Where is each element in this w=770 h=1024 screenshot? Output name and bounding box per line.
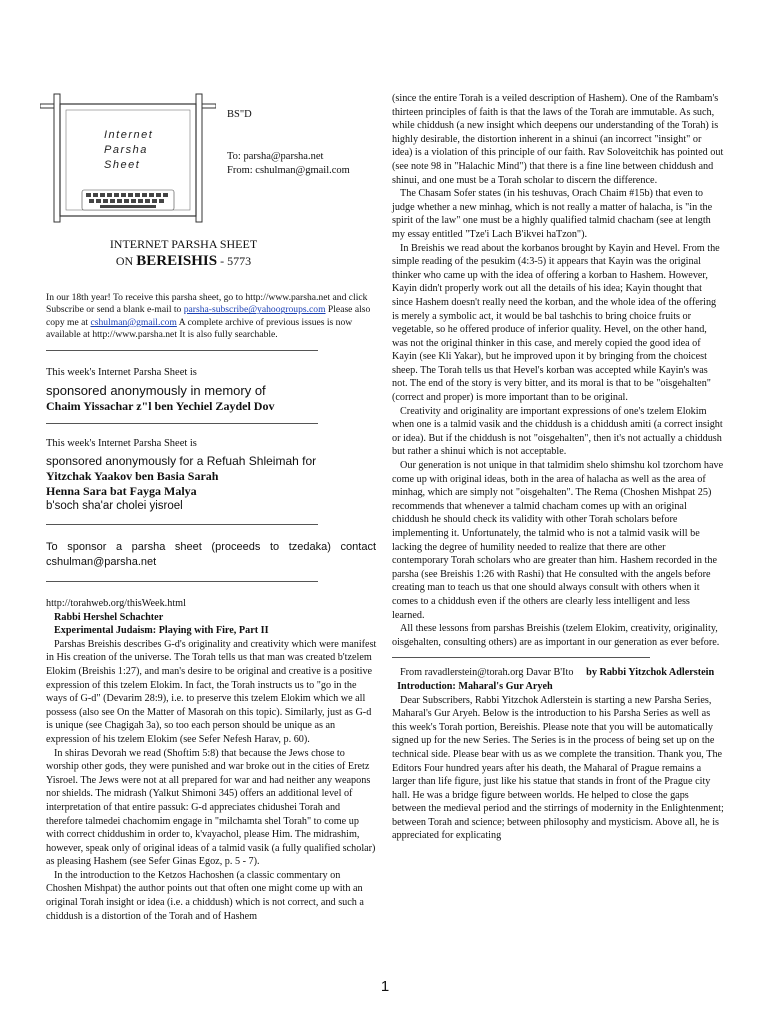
intro-text-3: A complete archive of previous issues is now available at http://www.parsha.net It is also fully searchable.	[46, 316, 353, 341]
sponsor-block-2	[46, 437, 378, 514]
sponsor2-line5: b'soch sha'ar cholei yisroel	[46, 499, 183, 512]
parsha-title-on: ON	[115, 254, 134, 268]
divider	[46, 524, 318, 525]
article1-para1: Parshas Breishis describes G-d's originality and creativity which were manifest in His creation of the universe. The Torah tells us that man was created b'tzelem Elokim (Breishis 1:27), and man's desire to be original and creative is a positive expression of this tzelem Elokim. In fact, the Torah instructs us to "go in the ways of G-d" (Devarim 28:9), i.e. to preserve this tzelem Elokim which we all possess (also see On the Matter of Masorah on this topic). Similarly, just as G-d is unique (see Chagigah 3a), so too each person should be unique as an expression of his tzelem Elokim (see Sefer Nefesh Harav, p. 60).	[46, 638, 377, 745]
parsha-title	[46, 253, 321, 270]
sponsor2-line2: sponsored anonymously for a Refuah Shleimah for	[46, 453, 317, 468]
divider	[46, 423, 318, 424]
article1-para2: In shiras Devorah we read (Shoftim 5:8) that because the Jews chose to worship other gods, they were punished and war broke out in the cities of Eretz Yisroel. The Jews were not at all prepared for war and had neither any weapons nor shields. The midrash (Yalkut Shimoni 345) offers an additional level of interpretation of that entire passuk: G-d appreciates chidushei Torah and therefore talmedei chachomim engage in "milchamta shel Torah" to come up with correct chiddushim in order to, k'vayachol, please Him. The midrashim, however, speak only of original ideas of a talmid vasik (a fully qualified scholar) as pleasing Hashem (see Sefer Ginas Egoz, p. 5 - 7).	[46, 747, 376, 868]
sponsor-contact: To sponsor a parsha sheet (proceeds to tzedaka) contact cshulman@parsha.net	[46, 541, 376, 568]
article1-para7: Creativity and originality are important expressions of one's tzelem Elokim when one is a talmid vasik and the chiddush is a chiddush amiti (a correct insight or idea). But if the chiddush is not "oisgehalten", then it's not actually a chiddush but rather a shinui which is not acceptable.	[392, 405, 723, 458]
sponsor2-name-1: Yitzchak Yaakov ben Basia Sarah	[46, 468, 219, 483]
article1-para5: The Chasam Sofer states (in his teshuvas, Orach Chaim #15b) that even to judge whether a new minhag, which is not really a matter of halacha, is "in the spirit of the law" one must be a highly qualified talmid chacham (see at length my essay entitled "Tze'i Lach B'ikvei haTzon").	[392, 188, 713, 240]
torahweb-url: http://torahweb.org/thisWeek.html	[46, 598, 186, 609]
sponsor2-name-2: Henna Sara bat Fayga Malya	[46, 483, 197, 498]
article1-para9: All these lessons from parshas Breishis (tzelem Elokim, creativity, originality, oisgehalten, consulting others) are as important in our generation as ever before.	[392, 623, 720, 648]
article-right-column	[392, 92, 724, 843]
article2-header	[392, 666, 724, 693]
logo-line-internet: Internet	[104, 129, 154, 141]
logo-line-sheet: Sheet	[104, 159, 141, 171]
parsha-name: BEREISHIS	[136, 253, 218, 269]
to-address: To: parsha@parsha.net	[227, 151, 324, 162]
sponsor1-line1: This week's Internet Parsha Sheet is	[46, 367, 197, 378]
article2-para1: Dear Subscribers, Rabbi Yitzchok Adlerstein is starting a new Parsha Series, Maharal's Gur Aryeh. Below is the introduction to his Parsha Series as well as this week's Torah portion, Bereishis. Please note that you will be automatically signed up for the new Series. The Series is in the process of being set up on the technical side. Please bear with us as we complete the transition. Thank you, The Editors Four hundred years after his death, the Maharal of Prague remains a larger than life figure, just like his statue that stands in front of the Prague city hall. He was a bridge figure between worlds. He helped to close the gaps between the medieval period and the stirrings of modernity in the Enlightenment; between Torah and science; between philosophy and mysticism. Above all, he is appreciated for explicating	[392, 694, 724, 842]
subscription-intro	[46, 292, 376, 342]
logo-line-parsha: Parsha	[104, 144, 148, 156]
header-contact	[227, 150, 350, 177]
parsha-year: - 5773	[220, 254, 252, 268]
bsd-heading: BS"D	[227, 109, 252, 120]
sponsor1-name: Chaim Yissachar z"l ben Yechiel Zaydel Dov	[46, 398, 275, 413]
page-number: 1	[380, 978, 390, 995]
sheet-title: INTERNET PARSHA SHEET	[109, 237, 258, 251]
article1-para3: In the introduction to the Ketzos Hachoshen (a classic commentary on Choshen Mishpat) the author points out that often one might come up with an original Torah insight or idea (i.e. a chiddush) which is not correct, and such a chiddush is a distortion of the Torah and of Hashem	[46, 869, 364, 922]
article2-title: Introduction: Maharal's Gur Aryeh	[397, 680, 553, 692]
article1-title: Experimental Judaism: Playing with Fire, Part II	[54, 625, 269, 637]
scroll-logo-graphic	[40, 92, 216, 228]
subscribe-link[interactable]: parsha-subscribe@yahoogroups.com	[183, 304, 326, 316]
parsha-sheet-logo	[40, 92, 216, 228]
divider	[392, 657, 650, 658]
article1-author: Rabbi Hershel Schachter	[54, 611, 164, 623]
article-left-column	[46, 597, 378, 923]
sponsor2-line1: This week's Internet Parsha Sheet is	[46, 438, 197, 449]
sponsor-block-1	[46, 366, 378, 414]
article1-para8: Our generation is not unique in that talmidim shelo shimshu kol tzorchom have come up with original ideas, both in the area of halacha as well as the area of minhag, which are simply not "oisgehalten". The Rema (Choshen Mishpat 25) recommends that whenever a talmid chacham comes up with an original chiddush he should check its validity with other Torah scholars before implementing it. Unfortunately, the talmid who is not a talmid vasik will be lacking the degree of humility needed to realize that there are other contemporary Torah scholars who are greater than him. Hashem recorded in the parsha (see Breishis 1:26 with Rashi) that He consulted with the angels before creating man to teach us that one should always consult with others when it comes to a chiddush even if the others are clearly less intelligent and less learned.	[392, 460, 724, 621]
intro-text-1: In our 18th year! To receive this parsha sheet, go to http://www.parsha.net and click Subscribe or send a blank e-mail to	[46, 292, 368, 316]
sponsor1-line2: sponsored anonymously in memory of	[46, 382, 266, 398]
intro-text-2: Please also copy me at	[46, 304, 371, 328]
article2-byline: by Rabbi Yitzchok Adlerstein	[586, 667, 715, 679]
article2-from: From ravadlerstein@torah.org Davar B'Ito	[400, 667, 574, 679]
from-address: From: cshulman@gmail.com	[227, 164, 350, 176]
article1-para4: (since the entire Torah is a veiled description of Hashem). One of the Rambam's thirteen principles of faith is that the laws of the Torah are immutable. As such, while chiddush (a new insight which deepens our understanding of the Torah) is highly desirable, the distortion inherent in a shinui (an incorrect "insight" or idea) is a violation of this principle of our faith. Rav Soloveitchik has pointed out (see note 98 in "Halachic Mind") that there is a fine line between chiddush and shinui, and one must be a Torah scholar to discern the difference.	[392, 93, 724, 186]
article1-para6: In Breishis we read about the korbanos brought by Kayin and Hevel. From the simple reading of the pesukim (4:3-5) it appears that Kayin was the original thinker who came up with the idea of offering a korban to Hashem. However, Kayin didn't properly work out all the details of his idea; Kayin thought that since Hashem doesn't really need the korban, and the whole idea of the offering is merely a symbolic act, it would be bal tashchis to bring choice fruits or vegetable, so he offered produce of inferior quality. Hevel, on the other hand, was not the original thinker in this case, and merely copied the good idea of Kayin (see Kli Yakar), but he improved upon it by bringing from the choicest sheep. The Torah tells us that Hevel's korban was accepted while Kayin's was not. The end of the story is very bitter, and its moral is that to be "oisgehalten" (correct and proper) is more important than to be original.	[392, 242, 720, 404]
divider	[46, 350, 318, 351]
divider	[46, 581, 318, 582]
email-link[interactable]: cshulman@gmail.com	[90, 316, 177, 328]
